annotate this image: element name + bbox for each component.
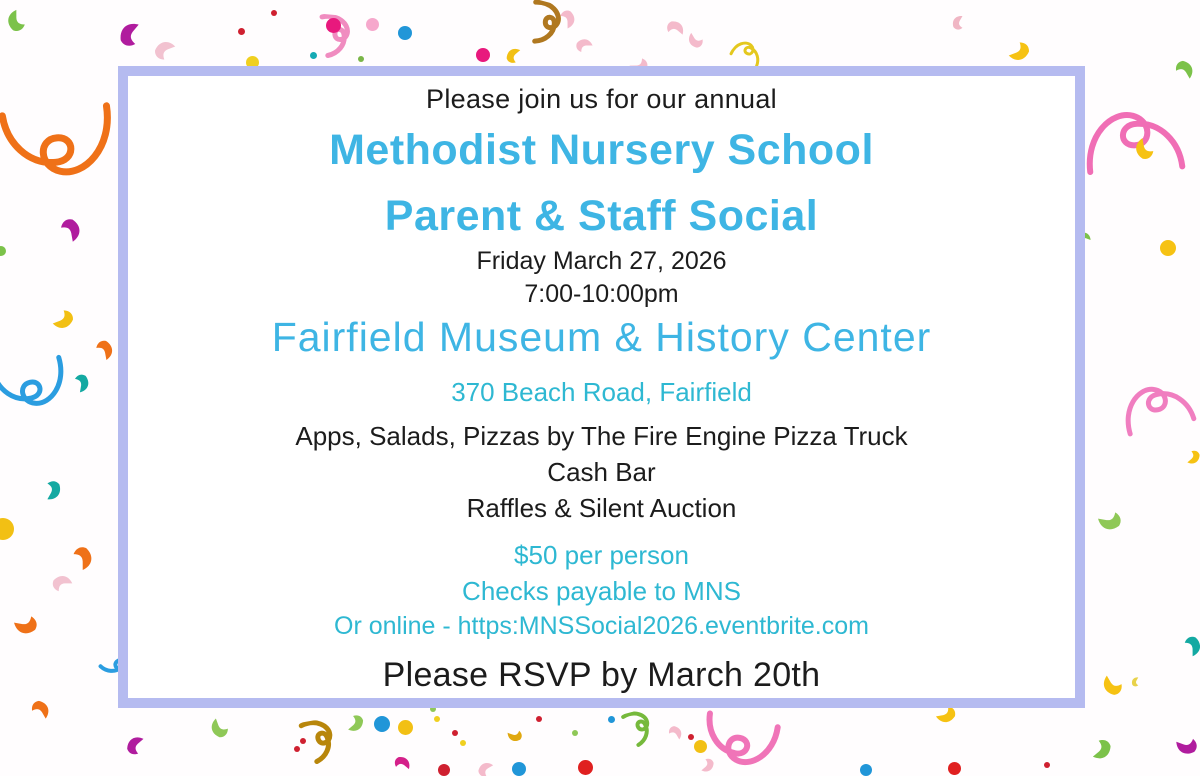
confetti-ribbon-icon — [121, 731, 152, 762]
confetti-ribbon-icon — [570, 32, 597, 59]
event-title-line2: Parent & Staff Social — [384, 192, 819, 240]
confetti-ribbon-icon — [63, 539, 101, 577]
confetti-ribbon-icon — [1084, 732, 1117, 765]
confetti-ribbon-icon — [682, 26, 709, 53]
confetti-streamer-icon — [297, 12, 371, 62]
confetti-dot — [694, 740, 707, 753]
confetti-ribbon-icon — [8, 606, 44, 642]
confetti-ribbon-icon — [472, 756, 499, 776]
confetti-dot — [512, 762, 526, 776]
confetti-ribbon-icon — [1130, 676, 1142, 688]
confetti-dot — [0, 246, 6, 256]
invitation-card — [118, 66, 1085, 708]
confetti-ribbon-icon — [695, 753, 718, 776]
confetti-dot — [1044, 762, 1050, 768]
confetti-dot — [0, 518, 14, 540]
confetti-ribbon-icon — [46, 568, 79, 601]
tagline: Please join us for our annual — [426, 84, 777, 114]
confetti-dot — [578, 760, 593, 775]
confetti-dot — [460, 740, 466, 746]
confetti-dot — [300, 738, 306, 744]
confetti-dot — [326, 18, 341, 33]
ticket-price: $50 per person — [514, 540, 689, 570]
confetti-ribbon-icon — [67, 369, 95, 397]
confetti-ribbon-icon — [390, 752, 413, 775]
confetti-dot — [271, 10, 277, 16]
confetti-streamer-icon — [0, 350, 64, 412]
confetti-streamer-icon — [607, 705, 668, 754]
confetti-streamer-icon — [1080, 92, 1199, 205]
venue-name: Fairfield Museum & History Center — [271, 314, 932, 360]
confetti-dot — [536, 716, 542, 722]
confetti-dot — [238, 28, 245, 35]
confetti-dot — [438, 764, 450, 776]
confetti-ribbon-icon — [1176, 630, 1200, 663]
confetti-streamer-icon — [1120, 383, 1200, 439]
confetti-ribbon-icon — [50, 210, 89, 249]
venue-address: 370 Beach Road, Fairfield — [451, 377, 752, 407]
confetti-ribbon-icon — [40, 478, 64, 502]
confetti-dot — [688, 734, 694, 740]
confetti-ribbon-icon — [1172, 730, 1200, 760]
confetti-ribbon-icon — [114, 18, 149, 53]
confetti-dot — [398, 26, 412, 40]
confetti-streamer-icon — [0, 82, 116, 188]
confetti-ribbon-icon — [1092, 502, 1128, 538]
confetti-dot — [398, 720, 413, 735]
confetti-ribbon-icon — [147, 33, 184, 70]
confetti-dot — [310, 52, 317, 59]
confetti-dot — [434, 716, 440, 722]
confetti-ribbon-icon — [1001, 33, 1038, 70]
confetti-ribbon-icon — [950, 14, 968, 32]
confetti-dot — [366, 18, 379, 31]
event-title-line1: Methodist Nursery School — [329, 126, 874, 174]
confetti-ribbon-icon — [1095, 667, 1131, 703]
confetti-streamer-icon — [511, 0, 576, 52]
confetti-dot — [948, 762, 961, 775]
confetti-dot — [1160, 240, 1176, 256]
confetti-ribbon-icon — [1181, 445, 1200, 468]
online-payment-url: Or online - https:MNSSocial2026.eventbrite.com — [334, 612, 869, 640]
confetti-ribbon-icon — [662, 16, 687, 41]
confetti-ribbon-icon — [501, 43, 527, 69]
confetti-ribbon-icon — [1168, 54, 1200, 87]
confetti-dot — [608, 716, 615, 723]
confetti-ribbon-icon — [663, 721, 688, 746]
confetti-ribbon-icon — [24, 694, 57, 727]
confetti-dot — [860, 764, 872, 776]
confetti-dot — [358, 56, 364, 62]
confetti-ribbon-icon — [0, 3, 35, 39]
confetti-ribbon-icon — [45, 301, 82, 338]
confetti-ribbon-icon — [505, 725, 526, 746]
confetti-ribbon-icon — [1127, 131, 1164, 168]
event-date: Friday March 27, 2026 — [476, 247, 727, 275]
confetti-dot — [294, 746, 300, 752]
confetti-dot — [476, 48, 490, 62]
confetti-ribbon-icon — [203, 711, 237, 745]
confetti-dot — [572, 730, 578, 736]
confetti-dot — [452, 730, 458, 736]
checks-payable: Checks payable to MNS — [462, 576, 741, 606]
confetti-ribbon-icon — [87, 333, 121, 367]
confetti-dot — [374, 716, 390, 732]
food-details: Apps, Salads, Pizzas by The Fire Engine Pizza Truck — [295, 421, 908, 451]
event-time: 7:00-10:00pm — [524, 280, 679, 308]
raffles-auction: Raffles & Silent Auction — [466, 493, 737, 523]
rsvp-note: Please RSVP by March 20th — [382, 656, 821, 694]
cash-bar: Cash Bar — [547, 457, 656, 487]
confetti-ribbon-icon — [552, 4, 582, 34]
confetti-streamer-icon — [277, 714, 359, 771]
confetti-ribbon-icon — [341, 709, 369, 737]
